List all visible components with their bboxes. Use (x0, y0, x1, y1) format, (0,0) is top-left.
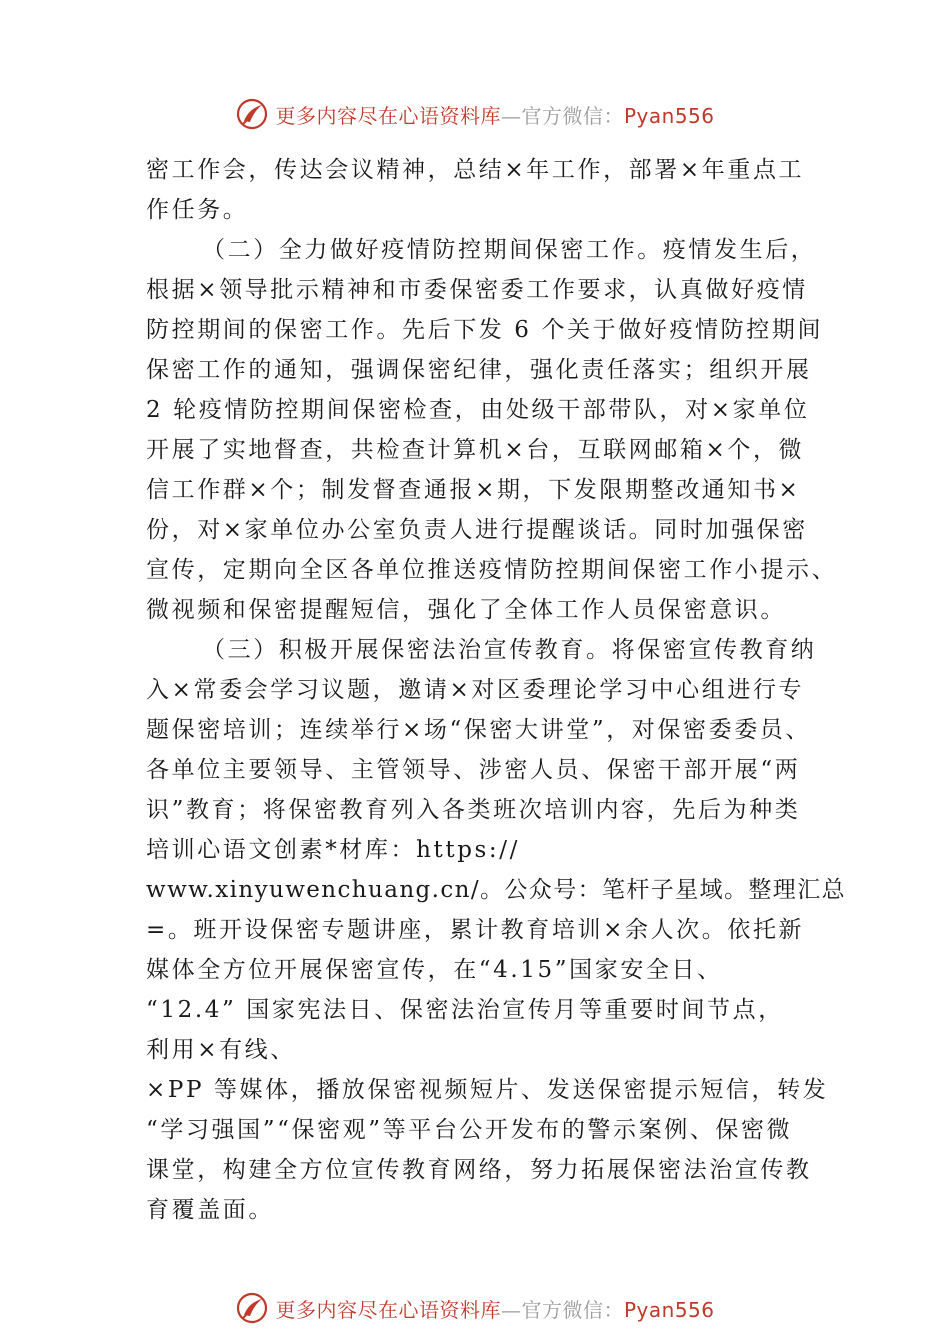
footer-banner-brand: 更多内容尽在心语资料库 (275, 1297, 501, 1322)
footer-banner-handle: Pyan556 (623, 1297, 715, 1322)
text-line: 2 轮疫情防控期间保密检查，由处级干部带队，对×家单位 (146, 397, 810, 423)
text-line: 课堂，构建全方位宣传教育网络，努力拓展保密法治宣传教 (146, 1157, 812, 1183)
text-line: 保密工作的通知，强调保密纪律，强化责任落实；组织开展 (146, 357, 812, 383)
footer-banner-separator: —官方微信： (500, 1297, 624, 1322)
header-banner-separator: —官方微信： (500, 103, 624, 128)
brand-logo-icon (235, 97, 269, 131)
text-line: 利用×有线、 (146, 1037, 296, 1063)
text-line: 识”教育；将保密教育列入各类班次培训内容，先后为种类 (146, 797, 801, 823)
text-line: 开展了实地督查，共检查计算机×台，互联网邮箱×个，微 (146, 437, 805, 463)
text-line: 密工作会，传达会议精神，总结×年工作，部署×年重点工 (146, 157, 805, 183)
text-line: ×PP 等媒体，播放保密视频短片、发送保密提示短信，转发 (146, 1077, 829, 1103)
text-line: 防控期间的保密工作。先后下发 6 个关于做好疫情防控期间 (146, 317, 824, 343)
document-body (146, 150, 847, 1230)
text-line: 信工作群×个；制发督查通报×期，下发限期整改通知书× (146, 477, 801, 503)
text-line: “12.4” 国家宪法日、保密法治宣传月等重要时间节点， (146, 997, 784, 1023)
text-line: 微视频和保密提醒短信，强化了全体工作人员保密意识。 (146, 597, 786, 623)
text-line: 份，对×家单位办公室负责人进行提醒谈话。同时加强保密 (146, 517, 808, 543)
text-line: 媒体全方位开展保密宣传，在“4.15”国家安全日、 (146, 957, 723, 983)
text-line: 育覆盖面。 (146, 1197, 274, 1223)
paragraph-heading-line: （三）积极开展保密法治宣传教育。将保密宣传教育纳 (202, 637, 817, 663)
text-line: 题保密培训；连续举行×场“保密大讲堂”，对保密委委员、 (146, 717, 811, 743)
footer-banner-text (275, 1294, 714, 1323)
text-line: =。班开设保密专题讲座，累计教育培训×余人次。依托新 (146, 917, 805, 943)
text-line: “学习强国”“保密观”等平台公开发布的警示案例、保密微 (146, 1117, 793, 1143)
paragraph-heading-line: （二）全力做好疫情防控期间保密工作。疫情发生后， (202, 237, 817, 263)
header-banner-text (275, 100, 714, 129)
text-line: 宣传，定期向全区各单位推送疫情防控期间保密工作小提示、 (146, 557, 838, 583)
text-line: www.xinyuwenchuang.cn/。公众号：笔杆子星域。整理汇总 (146, 877, 847, 903)
header-banner (0, 94, 950, 134)
text-line: 入×常委会学习议题，邀请×对区委理论学习中心组进行专 (146, 677, 805, 703)
text-line: 根据×领导批示精神和市委保密委工作要求，认真做好疫情 (146, 277, 808, 303)
brand-logo-icon (235, 1291, 269, 1325)
text-line: 各单位主要领导、主管领导、涉密人员、保密干部开展“两 (146, 757, 801, 783)
header-banner-handle: Pyan556 (623, 103, 715, 128)
text-line: 培训心语文创素*材库：https:// (146, 837, 520, 863)
text-line: 作任务。 (146, 197, 249, 223)
footer-banner (0, 1288, 950, 1328)
header-banner-brand: 更多内容尽在心语资料库 (275, 103, 501, 128)
